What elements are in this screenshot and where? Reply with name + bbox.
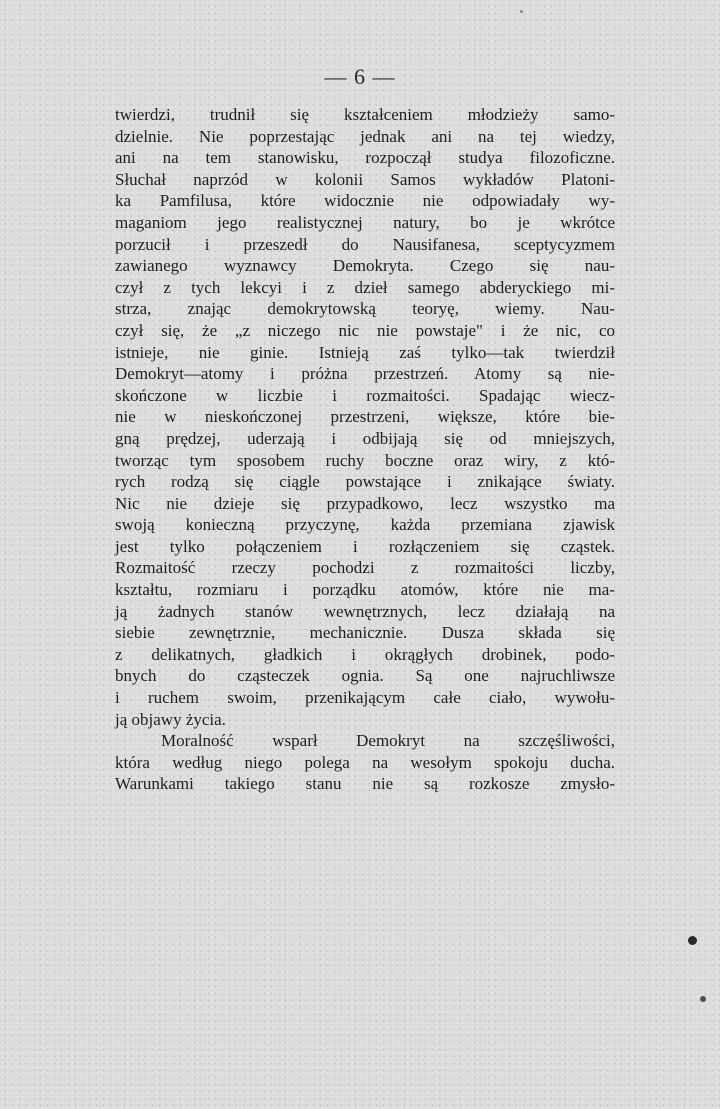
text-line: bnych do cząsteczek ognia. Są one najruchliwsze bbox=[115, 666, 615, 686]
text-line: skończone w liczbie i rozmaitości. Spadając wiecz- bbox=[115, 385, 615, 405]
text-line: i ruchem swoim, przenikającym całe ciało, wywołu- bbox=[115, 688, 615, 708]
text-line: zawianego wyznawcy Demokryta. Czego się nau- bbox=[115, 256, 615, 276]
text-line: czył się, że „z niczego nic nie powstaje" i że nic, co bbox=[115, 320, 615, 340]
text-line: strza, znając demokrytowską teoryę, wiemy. Nau- bbox=[115, 299, 615, 319]
body-text bbox=[115, 104, 615, 795]
text-line: Warunkami takiego stanu nie są rozkosze zmysło- bbox=[115, 774, 615, 794]
text-line: ją żadnych stanów wewnętrznych, lecz działają na bbox=[115, 601, 615, 621]
page-number: — 6 — bbox=[324, 64, 396, 89]
text-line: ją objawy życia. bbox=[115, 709, 226, 729]
ink-speck bbox=[700, 996, 706, 1002]
ink-speck bbox=[520, 10, 523, 13]
text-line: nie w nieskończonej przestrzeni, większe, które bie- bbox=[115, 407, 615, 427]
text-line: Nic nie dzieje się przypadkowo, lecz wszystko ma bbox=[115, 493, 615, 513]
text-line: ani na tem stanowisku, rozpoczął studya filozoficzne. bbox=[115, 148, 615, 168]
text-line: ka Pamfilusa, które widocznie nie odpowiadały wy- bbox=[115, 191, 615, 211]
text-line: siebie zewnętrznie, mechanicznie. Dusza składa się bbox=[115, 623, 615, 643]
text-line: czył z tych lekcyi i z dzieł samego abderyckiego mi- bbox=[115, 277, 615, 297]
text-line: Demokryt—atomy i próżna przestrzeń. Atomy są nie- bbox=[115, 364, 615, 384]
text-line: z delikatnych, gładkich i okrągłych drobinek, podo- bbox=[115, 644, 615, 664]
text-line: Słuchał naprzód w kolonii Samos wykładów Platoni- bbox=[115, 169, 615, 189]
text-line: porzucił i przeszedł do Nausifanesa, sceptycyzmem bbox=[115, 234, 615, 254]
text-line: istnieje, nie ginie. Istnieją zaś tylko—tak twierdził bbox=[115, 342, 615, 362]
paragraph-first-line: Moralność wsparł Demokryt na szczęśliwości, bbox=[161, 731, 615, 751]
text-line: tworząc tym sposobem ruchy boczne oraz wiry, z któ- bbox=[115, 450, 615, 470]
text-line: kształtu, rozmiaru i porządku atomów, które nie ma- bbox=[115, 580, 615, 600]
text-line: która według niego polega na wesołym spokoju ducha. bbox=[115, 752, 615, 772]
text-line: maganiom jego realistycznej natury, bo je wkrótce bbox=[115, 212, 615, 232]
text-line: gną prędzej, uderzają i odbijają się od mniejszych, bbox=[115, 428, 615, 448]
text-line: Rozmaitość rzeczy pochodzi z rozmaitości liczby, bbox=[115, 558, 615, 578]
text-line: twierdzi, trudnił się kształceniem młodzieży samo- bbox=[115, 105, 615, 124]
ink-speck bbox=[688, 936, 697, 945]
text-line: dzielnie. Nie poprzestając jednak ani na tej wiedzy, bbox=[115, 126, 615, 146]
text-line: rych rodzą się ciągle powstające i znikające światy. bbox=[115, 472, 615, 492]
text-line: jest tylko połączeniem i rozłączeniem się cząstek. bbox=[115, 536, 615, 556]
text-line: swoją konieczną przyczynę, każda przemiana zjawisk bbox=[115, 515, 615, 535]
